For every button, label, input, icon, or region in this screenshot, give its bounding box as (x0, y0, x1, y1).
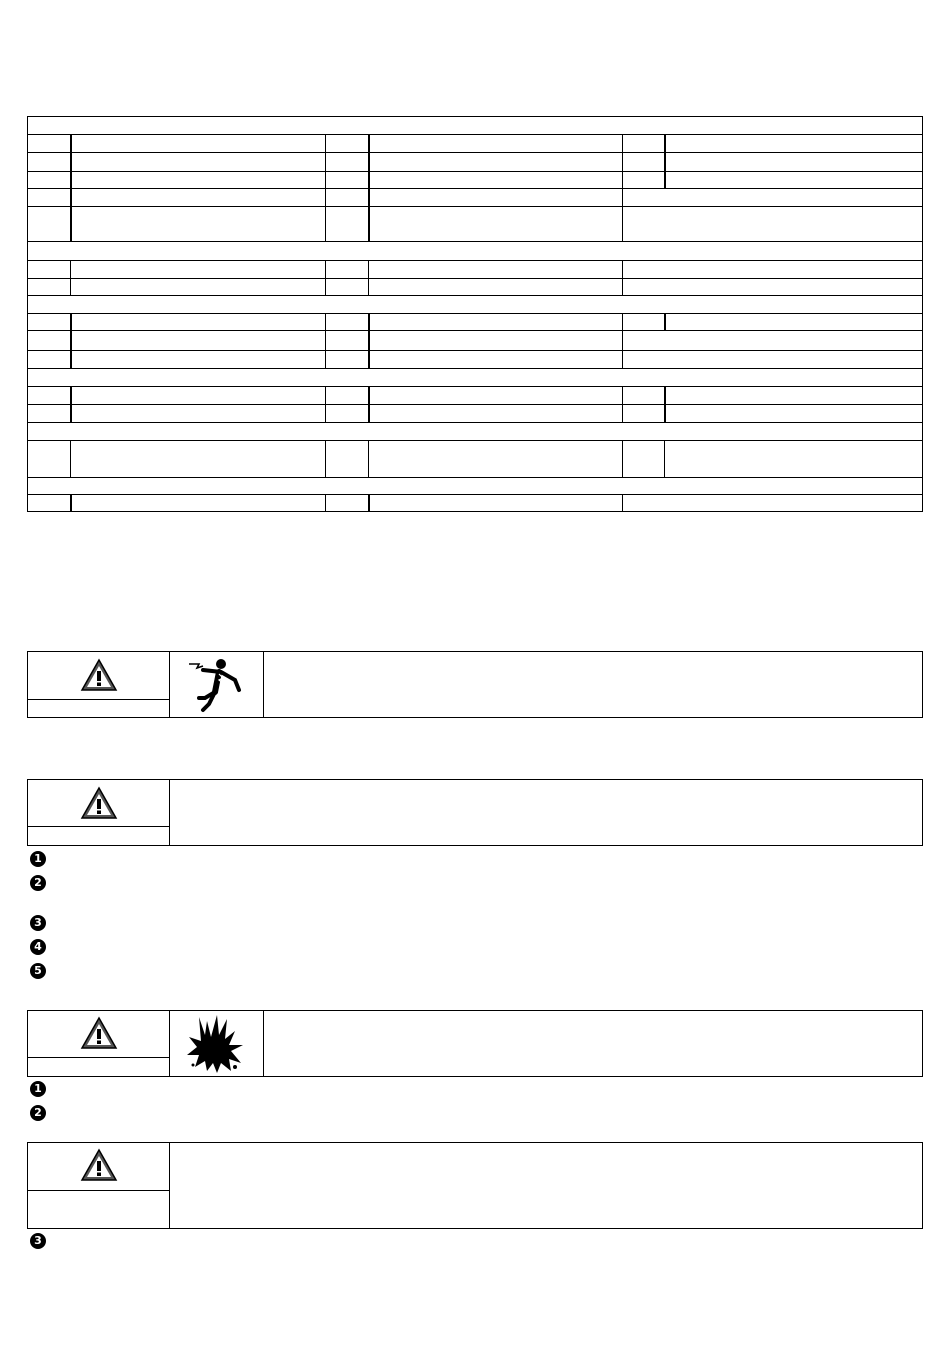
table-column-rule (325, 260, 326, 295)
table-column-rule (325, 188, 326, 241)
table-column-rule (368, 134, 370, 188)
table-column-rule (368, 386, 370, 422)
pictogram-cell (169, 652, 264, 717)
parts-table (27, 116, 923, 512)
table-row-rule (28, 494, 922, 495)
table-column-rule (368, 188, 370, 241)
table-row-rule (28, 171, 922, 172)
signal-word (28, 699, 169, 717)
signal-word (28, 1190, 169, 1228)
warning-symbol-cell (28, 780, 170, 845)
number-marker: 1 (30, 1081, 46, 1097)
table-column-rule (622, 494, 623, 511)
table-column-rule (622, 313, 623, 368)
table-column-rule (70, 188, 72, 241)
table-column-rule (368, 313, 370, 368)
warning-box-general-2 (27, 1142, 923, 1229)
table-row-rule (28, 134, 922, 135)
number-marker: 2 (30, 875, 46, 891)
table-column-rule (70, 260, 71, 295)
table-row-rule (28, 330, 922, 331)
table-row-rule (28, 313, 922, 314)
table-row-rule (28, 440, 922, 441)
table-row-rule (28, 241, 922, 242)
table-row-rule (28, 368, 922, 369)
table-column-rule (664, 313, 666, 330)
electric-shock-icon (169, 652, 263, 718)
table-column-rule (70, 313, 72, 368)
table-column-rule (70, 494, 72, 511)
table-column-rule (622, 188, 623, 241)
warning-triangle-icon (80, 658, 118, 692)
table-column-rule (325, 386, 326, 422)
table-column-rule (622, 134, 623, 188)
warning-box-explosion (27, 1010, 923, 1077)
table-row-rule (28, 404, 922, 405)
warning-symbol-cell (28, 1011, 170, 1076)
table-row-rule (28, 350, 922, 351)
table-column-rule (368, 494, 370, 511)
table-row-rule (28, 206, 922, 207)
warning-symbol-cell (28, 652, 170, 717)
number-marker: 2 (30, 1105, 46, 1121)
warning-box-general-1 (27, 779, 923, 846)
table-row-rule (28, 386, 922, 387)
table-row-rule (28, 278, 922, 279)
signal-word (28, 1057, 169, 1076)
table-column-rule (325, 313, 326, 368)
table-column-rule (622, 440, 623, 477)
number-marker: 5 (30, 963, 46, 979)
warning-triangle-icon (80, 1148, 118, 1182)
table-column-rule (325, 494, 326, 511)
table-column-rule (325, 134, 326, 188)
table-column-rule (368, 260, 369, 295)
table-column-rule (664, 134, 666, 188)
number-marker: 4 (30, 939, 46, 955)
table-row-rule (28, 188, 922, 189)
table-column-rule (70, 386, 72, 422)
table-column-rule (664, 386, 666, 422)
table-row-rule (28, 152, 922, 153)
table-row-rule (28, 260, 922, 261)
table-row-rule (28, 477, 922, 478)
table-column-rule (664, 440, 665, 477)
table-row-rule (28, 422, 922, 423)
table-column-rule (70, 134, 72, 188)
signal-word (28, 826, 169, 845)
number-marker: 3 (30, 1233, 46, 1249)
warning-symbol-cell (28, 1143, 170, 1228)
table-row-rule (28, 295, 922, 296)
warning-box-electric-shock (27, 651, 923, 718)
number-marker: 3 (30, 915, 46, 931)
warning-triangle-icon (80, 1016, 118, 1050)
warning-triangle-icon (80, 786, 118, 820)
table-column-rule (325, 440, 326, 477)
table-column-rule (368, 440, 369, 477)
pictogram-cell (169, 1011, 264, 1076)
explosion-icon (169, 1011, 263, 1077)
table-column-rule (70, 440, 71, 477)
table-column-rule (622, 386, 623, 422)
number-marker: 1 (30, 851, 46, 867)
table-column-rule (622, 260, 623, 295)
